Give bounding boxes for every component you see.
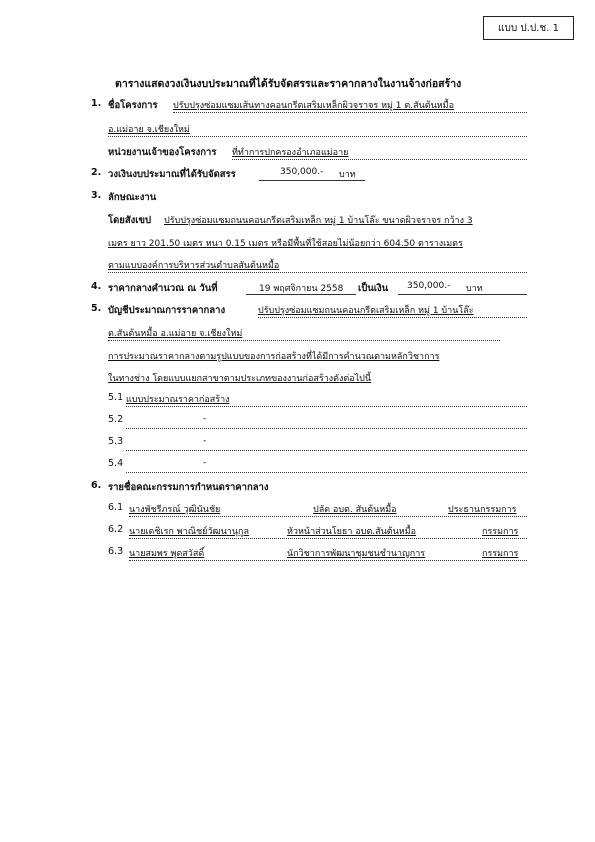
member-1-name: นางพัชรีภรณ์ วุฒินันชัย (129, 505, 221, 515)
section-5-number: 5. (91, 303, 102, 314)
underline (246, 294, 356, 295)
project-name-line1: ปรับปรุงซ่อมแซมเส้นทางคอนกรีตเสริมเหล็กผิวจราจร หมู่ 1 ต.สันต้นหมื้อ (173, 101, 454, 111)
item-5-4-number: 5.4 (108, 458, 124, 469)
dotted-line (126, 450, 527, 451)
work-type-label: ลักษณะงาน (108, 192, 157, 203)
work-desc-line2: เมตร ยาว 201.50 เมตร หนา 0.15 เมตร หรือมีพื้นที่ใช้สอยไม่น้อยกว่า 604.50 ตารางเมตร (108, 239, 463, 249)
median-price-amount: 350,000.- (407, 281, 451, 291)
dotted-line (258, 317, 527, 318)
section-1-number: 1. (91, 98, 102, 109)
dotted-line (108, 340, 500, 341)
median-price-unit: บาท (466, 284, 483, 294)
estimate-line4: ในทางช่าง โดยแบบแยกสาขาตามประเภทของงานก่อสร้างดังต่อไปนี้ (108, 374, 372, 384)
item-5-1-text: แบบประมาณราคาก่อสร้าง (126, 395, 230, 405)
item-5-2-number: 5.2 (108, 414, 124, 425)
section-4-number: 4. (91, 281, 102, 292)
member-2-name: นายเดชิเรก พาณิชย์วัฒนานุกูล (129, 527, 249, 537)
agency-name: ที่ทำการปกครองอำเภอแม่อาย (232, 148, 349, 158)
item-5-1-number: 5.1 (108, 392, 124, 403)
amount-label: เป็นเงิน (358, 283, 389, 294)
member-3-role: กรรมการ (482, 549, 519, 559)
underline (398, 294, 527, 295)
budget-label: วงเงินงบประมาณที่ได้รับจัดสรร (108, 169, 236, 180)
section-2-number: 2. (91, 167, 102, 178)
member-2-number: 6.2 (108, 524, 124, 535)
brief-label: โดยสังเขป (108, 215, 152, 226)
dotted-line (173, 112, 527, 113)
dotted-line (129, 516, 527, 517)
dotted-line (108, 136, 527, 137)
estimate-label: บัญชีประมาณการราคากลาง (108, 305, 226, 316)
form-code: แบบ ป.ป.ช. 1 (498, 22, 559, 34)
agency-label: หน่วยงานเจ้าของโครงการ (108, 147, 217, 158)
work-desc-line3: ตามแบบองค์การบริหารส่วนตำบลสันต้นหมื้อ (108, 261, 280, 271)
dotted-line (126, 472, 527, 473)
estimate-line2: ต.สันต้นหมื้อ อ.แม่อาย จ.เชียงใหม่ (108, 329, 243, 339)
member-3-position: นักวิชาการพัฒนาชุมชนชำนาญการ (287, 549, 426, 559)
dotted-line (232, 159, 527, 160)
item-5-3-text: - (203, 436, 207, 446)
member-2-position: หัวหน้าส่วนโยธา อบต.สันต้นหมื้อ (287, 527, 417, 537)
dotted-line (129, 560, 527, 561)
section-6-number: 6. (91, 480, 102, 491)
item-5-4-text: - (203, 458, 207, 468)
work-desc-line1: ปรับปรุงซ่อมแซมถนนคอนกรีตเสริมเหล็ก หมู่ 1 บ้านโล๊ะ ขนาดผิวจราจร กว้าง 3 (164, 216, 473, 226)
project-name-label: ชื่อโครงการ (108, 100, 158, 111)
budget-unit: บาท (339, 170, 356, 180)
form-code-box (483, 16, 574, 40)
member-3-name: นายสมพร พุดสวัสดิ์ (129, 549, 205, 559)
estimate-line3: การประมาณราคากลางตามรูปแบบของการก่อสร้างที่ได้มีการคำนวณตามหลักวิชาการ (108, 352, 440, 362)
item-5-3-number: 5.3 (108, 436, 124, 447)
member-2-role: กรรมการ (482, 527, 519, 537)
dotted-line (126, 406, 527, 407)
project-name-line2: อ.แม่อาย จ.เชียงใหม่ (108, 125, 190, 135)
member-3-number: 6.3 (108, 546, 124, 557)
dotted-line (129, 538, 527, 539)
dotted-line (126, 428, 527, 429)
budget-amount: 350,000.- (280, 167, 324, 177)
committee-label: รายชื่อคณะกรรมการกำหนดราคากลาง (108, 482, 269, 493)
member-1-position: ปลัด อบต. สันต้นหมื้อ (313, 505, 397, 515)
underline (259, 180, 365, 181)
median-price-date-label: ราคากลางคำนวณ ณ วันที่ (108, 283, 218, 294)
median-price-date: 19 พฤศจิกายน 2558 (259, 284, 344, 294)
member-1-number: 6.1 (108, 502, 124, 513)
dotted-line (108, 272, 527, 273)
document-title: ตารางแสดงวงเงินงบประมาณที่ได้รับจัดสรรและราคากลางในงานจ้างก่อสร้าง (115, 78, 462, 90)
item-5-2-text: - (203, 414, 207, 424)
estimate-line1: ปรับปรุงซ่อมแซมถนนคอนกรีตเสริมเหล็ก หมู่ 1 บ้านโล๊ะ (258, 306, 474, 316)
section-3-number: 3. (91, 190, 102, 201)
member-1-role: ประธานกรรมการ (448, 505, 517, 515)
